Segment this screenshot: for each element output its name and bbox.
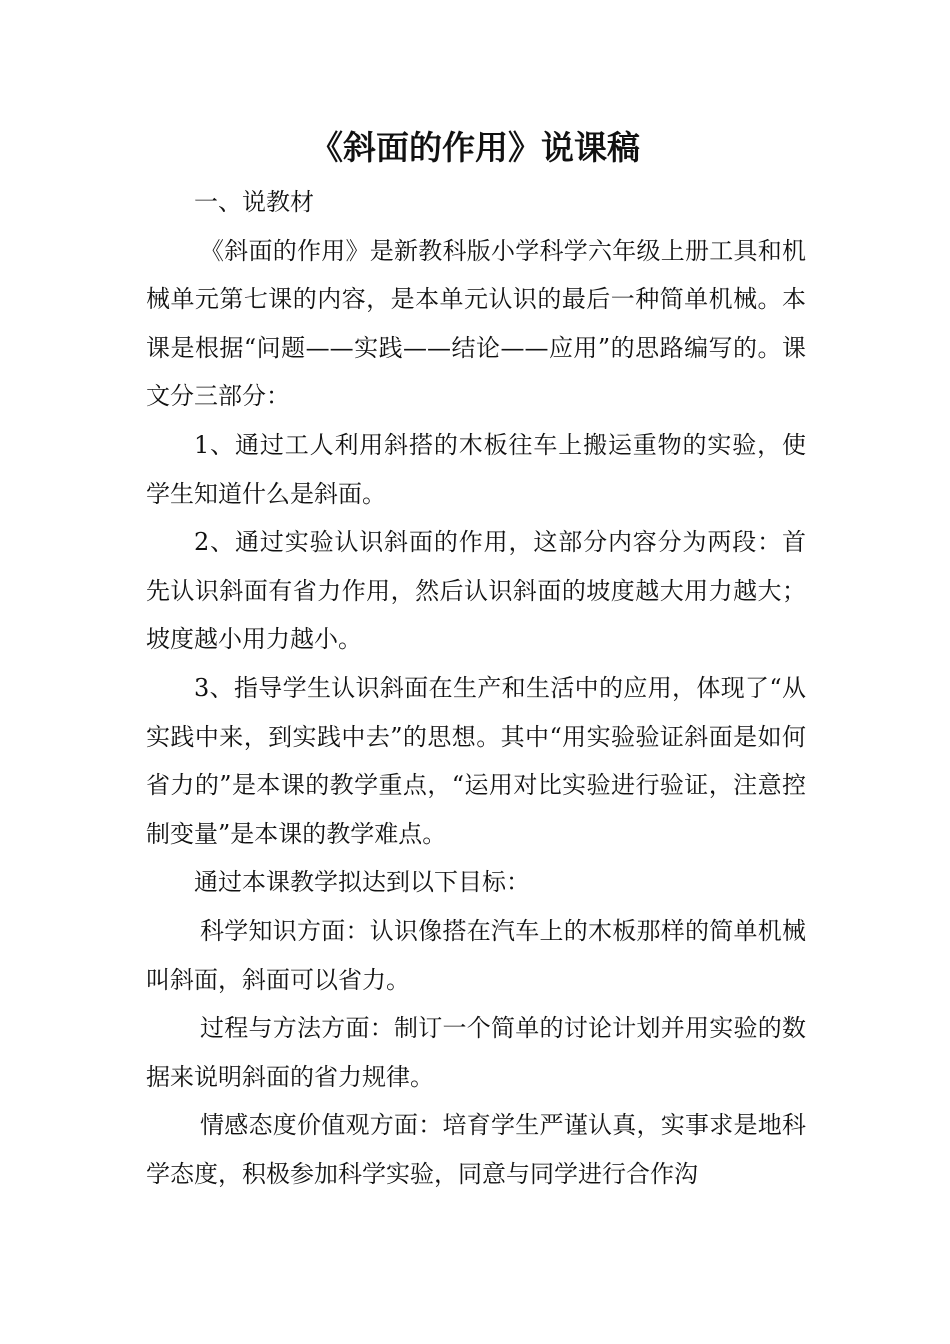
section-heading: 一、说教材 bbox=[194, 188, 314, 216]
document-body bbox=[146, 178, 806, 1198]
paragraph-part-3: 3、指导学生认识斜面在生产和生活中的应用，体现了“从实践中来，到实践中去”的思想。其中“用实验验证斜面是如何省力的”是本课的教学重点，“运用对比实验进行验证，注意控制变量”是本课的教学难点。 bbox=[146, 673, 806, 848]
paragraph-goal-attitude: 情感态度价值观方面：培育学生严谨认真，实事求是地科学态度，积极参加科学实验，同意与同学进行合作沟 bbox=[146, 1111, 806, 1188]
paragraph-goals-intro: 通过本课教学拟达到以下目标： bbox=[194, 868, 530, 897]
paragraph-goal-process: 过程与方法方面：制订一个简单的讨论计划并用实验的数据来说明斜面的省力规律。 bbox=[146, 1014, 806, 1091]
paragraph-part-1: 1、通过工人利用斜搭的木板往车上搬运重物的实验，使学生知道什么是斜面。 bbox=[146, 430, 806, 508]
paragraph-intro: 《斜面的作用》是新教科版小学科学六年级上册工具和机械单元第七课的内容，是本单元认识的最后一种简单机械。本课是根据“问题——实践——结论——应用”的思路编写的。课文分三部分： bbox=[146, 236, 806, 411]
document-title: 《斜面的作用》说课稿 bbox=[310, 128, 640, 167]
paragraph-goal-knowledge: 科学知识方面：认识像搭在汽车上的木板那样的简单机械叫斜面，斜面可以省力。 bbox=[146, 916, 806, 994]
paragraph-part-2: 2、通过实验认识斜面的作用，这部分内容分为两段：首先认识斜面有省力作用，然后认识斜面的坡度越大用力越大；坡度越小用力越小。 bbox=[146, 528, 806, 654]
